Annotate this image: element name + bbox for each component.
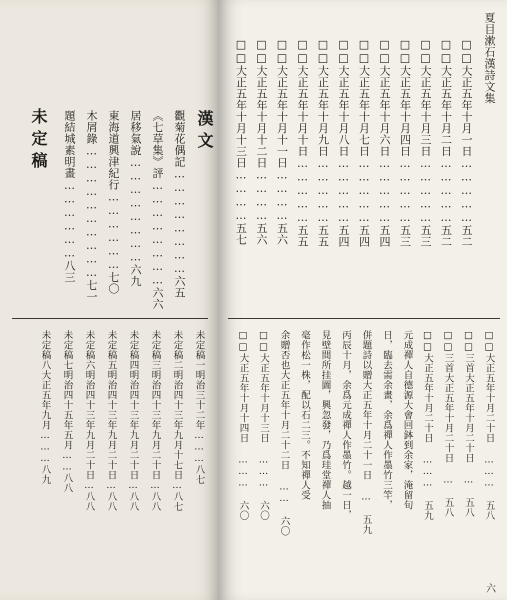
toc-entry: 居移氣說……………………六九 — [129, 110, 142, 287]
divider-rule — [12, 318, 208, 319]
toc-entry-lower: 未定稿四明治四十三年九月二十日…八八 — [127, 330, 139, 512]
toc-entry-lower: 未定稿三明治四十三年九月二十日…八八 — [149, 330, 161, 512]
toc-entry: □□大正五年十月七日……………五四 — [357, 38, 371, 248]
toc-entry: □□大正五年十月四日……………五三 — [398, 38, 412, 248]
toc-entry-lower: 余贈否也大正五年十月二十二日 …… 六〇 — [278, 330, 290, 536]
toc-entry: □□大正五年十月六日……………五四 — [378, 38, 391, 248]
toc-entry-lower: □□三首大正五年十月二十日 … 五八 — [442, 330, 454, 518]
toc-entry-lower: 未定稿一明治三十二年………八七 — [193, 330, 205, 485]
toc-entry-lower: 丙辰十月，余爲元成禪人作墨竹。越一日， — [340, 330, 351, 520]
toc-entry-lower: □□大正五年十月二十日 ……… 五八 — [483, 330, 495, 521]
toc-entry-lower: 見壁間所挂圖，興忽發，乃爲珪堂禪人抽 — [319, 330, 331, 510]
toc-entry-lower: □□大正五年十月十四日 ……… 六〇 — [237, 330, 249, 521]
toc-entry-lower: □□大正五年十月二十日 ……… 五九 — [422, 330, 433, 521]
toc-entry: □□大正五年十月三日……………五三 — [419, 38, 432, 248]
left-page — [0, 0, 218, 600]
toc-entry-lower: 未定稿五明治四十三年九月二十日…八八 — [105, 330, 117, 512]
toc-entry-lower: 未定稿七明治四十五年五月……八八 — [61, 330, 73, 493]
toc-entry: □□大正五年十月十三日…………五七 — [234, 38, 248, 246]
toc-entry-lower: 毫作松一株，配以石二三。不知禪人受 — [299, 330, 310, 500]
toc-entry-lower: 日，臨去需余畫，余爲禪人作墨竹三竿， — [381, 330, 392, 510]
toc-entry: □□大正五年十月十日……………五五 — [296, 38, 309, 248]
toc-entry: 木屑錄…………………………七一 — [85, 110, 98, 303]
section-heading-kanbun: 漢文 — [195, 110, 214, 154]
toc-entry: □□大正五年十月九日……………五五 — [316, 38, 330, 248]
toc-entry: □□大正五年十月十一日…………五六 — [275, 38, 289, 246]
toc-entry-lower: 未定稿八大正五年九月………八九 — [39, 330, 51, 485]
toc-entry: 東海道興津紀行………………七〇 — [107, 110, 120, 295]
toc-entry: □□大正五年十月二日……………五二 — [439, 38, 453, 248]
toc-entry-lower: 未定稿二明治四十三年九月十七日…八七 — [171, 330, 183, 512]
toc-entry-lower: □□三首大正五年十月二十日 … 五八 — [463, 330, 474, 518]
toc-entry: 《七草集》評……………………六六 — [151, 110, 164, 310]
toc-entry: 觀菊花偶記……………………六五 — [173, 110, 186, 299]
toc-entry: □□大正五年十月八日……………五四 — [337, 38, 350, 248]
toc-entry-lower: □□大正五年十月十三日 ……… 六〇 — [258, 330, 269, 521]
section-heading-mitei: 未定稿 — [29, 108, 48, 174]
running-head: 夏目漱石漢詩文集 — [483, 12, 496, 104]
divider-rule-right — [228, 318, 500, 319]
toc-entry-lower: 未定稿六明治四十三年九月二十日…八八 — [83, 330, 95, 512]
right-page — [218, 0, 507, 600]
toc-entry: □□大正五年十月十二日…………五六 — [255, 38, 268, 246]
toc-entry-lower: 元成禪人自德源大會回鉢到余家，淹留旬 — [401, 330, 413, 510]
toc-entry: 題結城素明畫………………八三 — [63, 110, 76, 283]
toc-entry-lower: 併題詩以贈大正五年十月二十一日 … 五九 — [360, 330, 372, 535]
page-number: 六 — [486, 584, 496, 595]
toc-entry: □□大正五年十月一日……………五二 — [460, 38, 473, 248]
